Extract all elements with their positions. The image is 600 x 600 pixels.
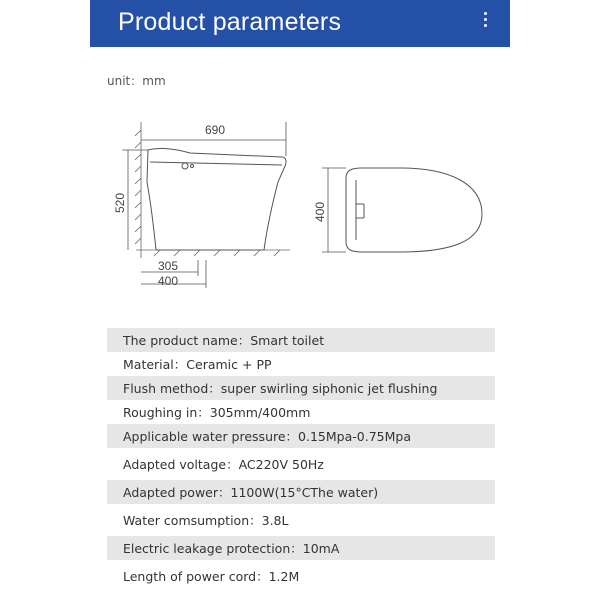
toilet-top-view bbox=[346, 168, 482, 252]
page-title: Product parameters bbox=[118, 8, 342, 36]
unit-label: unit：mm bbox=[107, 74, 166, 88]
parameter-text: Electric leakage protection：10mA bbox=[123, 541, 340, 556]
wall-hatch bbox=[135, 122, 141, 258]
parameter-text: Water comsumption：3.8L bbox=[123, 513, 289, 528]
more-menu-icon[interactable] bbox=[484, 12, 488, 30]
dimension-drawing bbox=[100, 110, 500, 300]
dim-roughing-400: 400 bbox=[158, 274, 179, 288]
parameter-text: Applicable water pressure：0.15Mpa-0.75Mpa bbox=[123, 429, 411, 444]
parameter-row bbox=[107, 400, 495, 424]
dim-width-value: 690 bbox=[205, 123, 226, 137]
parameter-table bbox=[107, 328, 495, 588]
parameter-text: Adapted power：1100W(15°CThe water) bbox=[123, 485, 379, 500]
parameter-row bbox=[107, 564, 495, 588]
parameter-text: Adapted voltage：AC220V 50Hz bbox=[123, 457, 324, 472]
parameter-text: Length of power cord：1.2M bbox=[123, 569, 300, 584]
header-bar bbox=[90, 0, 510, 47]
dim-height-value: 520 bbox=[113, 192, 127, 213]
parameter-row bbox=[107, 480, 495, 504]
parameter-row bbox=[107, 424, 495, 448]
parameter-text: Roughing in：305mm/400mm bbox=[123, 405, 311, 420]
parameter-row bbox=[107, 352, 495, 376]
parameter-row bbox=[107, 452, 495, 476]
dim-roughing-305: 305 bbox=[158, 259, 179, 273]
parameter-text: Material：Ceramic + PP bbox=[123, 357, 272, 372]
parameter-row bbox=[107, 508, 495, 532]
parameter-text: The product name：Smart toilet bbox=[123, 333, 325, 348]
parameter-text: Flush method：super swirling siphonic jet flushing bbox=[123, 381, 438, 396]
dim-top-width-value: 400 bbox=[313, 201, 327, 222]
parameter-row bbox=[107, 328, 495, 352]
floor-hatch bbox=[136, 250, 290, 256]
parameter-row bbox=[107, 536, 495, 560]
parameter-row bbox=[107, 376, 495, 400]
toilet-side-view bbox=[147, 148, 286, 250]
